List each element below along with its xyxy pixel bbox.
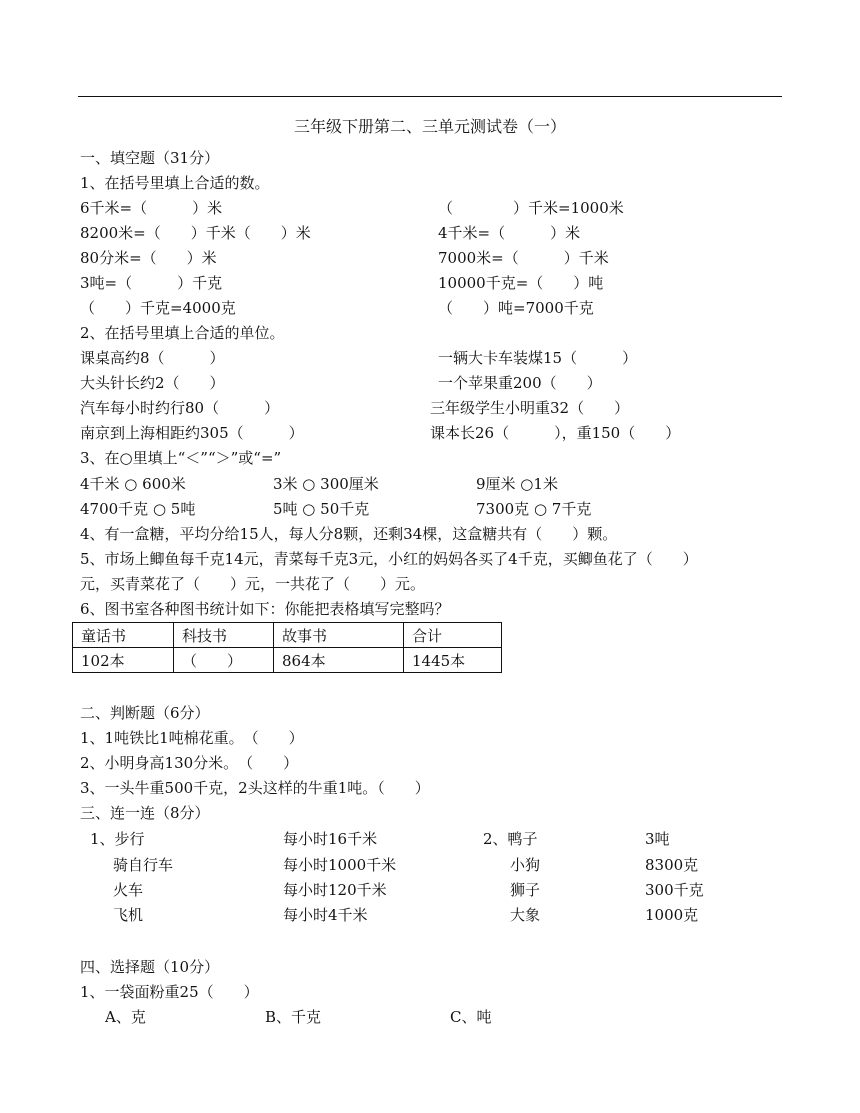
compare-item: 9厘米 ○1米	[476, 475, 558, 493]
page-title: 三年级下册第二、三单元测试卷（一）	[293, 117, 566, 136]
fill-item: 80分米=（ ）米	[80, 249, 217, 267]
fill-item: 课本长26（ ），重150（ ）	[430, 424, 681, 442]
fill-item: 7000米=（ ）千米	[438, 249, 609, 267]
table-cell: 1445本	[404, 648, 502, 673]
compare-item: 7300克 ○ 7千克	[476, 500, 592, 518]
compare-item: 4700千克 ○ 5吨	[80, 500, 196, 518]
question-prompt: 6、图书室各种图书统计如下：你能把表格填写完整吗？	[80, 600, 450, 618]
match-item: 骑自行车	[113, 856, 174, 874]
question-text: 5、市场上鲫鱼每千克14元，青菜每千克3元，小红的妈妈各买了4千克，买鲫鱼花了（ ）	[80, 550, 698, 568]
question-prompt: 1、一袋面粉重25（ ）	[80, 983, 259, 1001]
choice-option-c: C、吨	[450, 1008, 492, 1026]
match-item: 大象	[510, 906, 541, 924]
fill-item: 6千米=（ ）米	[80, 199, 223, 217]
question-prompt: 1、在括号里填上合适的数。	[80, 174, 270, 192]
fill-item: （ ）千米=1000米	[438, 199, 624, 217]
table-cell: （ ）	[174, 648, 274, 673]
match-item: 飞机	[113, 906, 144, 924]
section-heading-judge: 二、判断题（6分）	[80, 704, 210, 722]
table-header-cell: 科技书	[174, 623, 274, 648]
match-item: 火车	[113, 881, 144, 899]
question-prompt: 2、在括号里填上合适的单位。	[80, 324, 285, 342]
fill-item: （ ）吨=7000千克	[438, 299, 594, 317]
compare-item: 5吨 ○ 50千克	[273, 500, 370, 518]
question-text: 元，买青菜花了（ ）元，一共花了（ ）元。	[80, 575, 426, 593]
match-item: 2、鸭子	[483, 830, 538, 848]
fill-item: 课桌高约8（ ）	[80, 349, 225, 367]
fill-item: 8200米=（ ）千米（ ）米	[80, 224, 311, 242]
fill-item: 4千米=（ ）米	[438, 224, 581, 242]
top-rule	[78, 96, 782, 97]
table-header-cell: 故事书	[274, 623, 404, 648]
table-row	[73, 648, 502, 673]
match-item: 小狗	[510, 856, 541, 874]
match-item: 每小时16千米	[283, 830, 378, 848]
match-item: 300千克	[645, 881, 704, 899]
match-item: 每小时120千米	[283, 881, 387, 899]
match-item: 狮子	[510, 881, 541, 899]
fill-item: （ ）千克=4000克	[80, 299, 236, 317]
choice-option-b: B、千克	[265, 1008, 322, 1026]
table-cell: 864本	[274, 648, 404, 673]
table-cell: 102本	[73, 648, 174, 673]
match-item: 8300克	[645, 856, 699, 874]
section-heading-match: 三、连一连（8分）	[80, 804, 210, 822]
section-heading-choice: 四、选择题（10分）	[80, 958, 220, 976]
question-prompt: 3、在○里填上“＜”“＞”或“=”	[80, 449, 282, 467]
choice-option-a: A、克	[105, 1008, 146, 1026]
book-stats-table	[72, 622, 502, 673]
fill-item: 3吨=（ ）千克	[80, 274, 223, 292]
judge-item: 1、1吨铁比1吨棉花重。 （ ）	[80, 729, 304, 747]
judge-item: 3、一头牛重500千克，2头这样的牛重1吨。（ ）	[80, 779, 430, 797]
fill-item: 10000千克=（ ）吨	[438, 274, 604, 292]
match-item: 每小时4千米	[283, 906, 368, 924]
table-header-cell: 童话书	[73, 623, 174, 648]
fill-item: 一个苹果重200（ ）	[438, 374, 602, 392]
match-item: 1、步行	[90, 830, 145, 848]
fill-item: 一辆大卡车装煤15（ ）	[438, 349, 638, 367]
compare-item: 3米 ○ 300厘米	[273, 475, 379, 493]
table-row	[73, 623, 502, 648]
fill-item: 大头针长约2（ ）	[80, 374, 225, 392]
table-header-cell: 合计	[404, 623, 502, 648]
match-item: 每小时1000千米	[283, 856, 397, 874]
section-heading-fill-blank: 一、填空题（31分）	[80, 149, 220, 167]
judge-item: 2、小明身高130分米。 （ ）	[80, 754, 299, 772]
fill-item: 汽车每小时约行80（ ）	[80, 399, 280, 417]
question-text: 4、有一盒糖，平均分给15人，每人分8颗，还剩34棵，这盒糖共有（ ）颗。	[80, 525, 618, 543]
fill-item: 南京到上海相距约305（ ）	[80, 424, 304, 442]
compare-item: 4千米 ○ 600米	[80, 475, 186, 493]
fill-item: 三年级学生小明重32（ ）	[430, 399, 630, 417]
match-item: 3吨	[645, 830, 670, 848]
match-item: 1000克	[645, 906, 699, 924]
